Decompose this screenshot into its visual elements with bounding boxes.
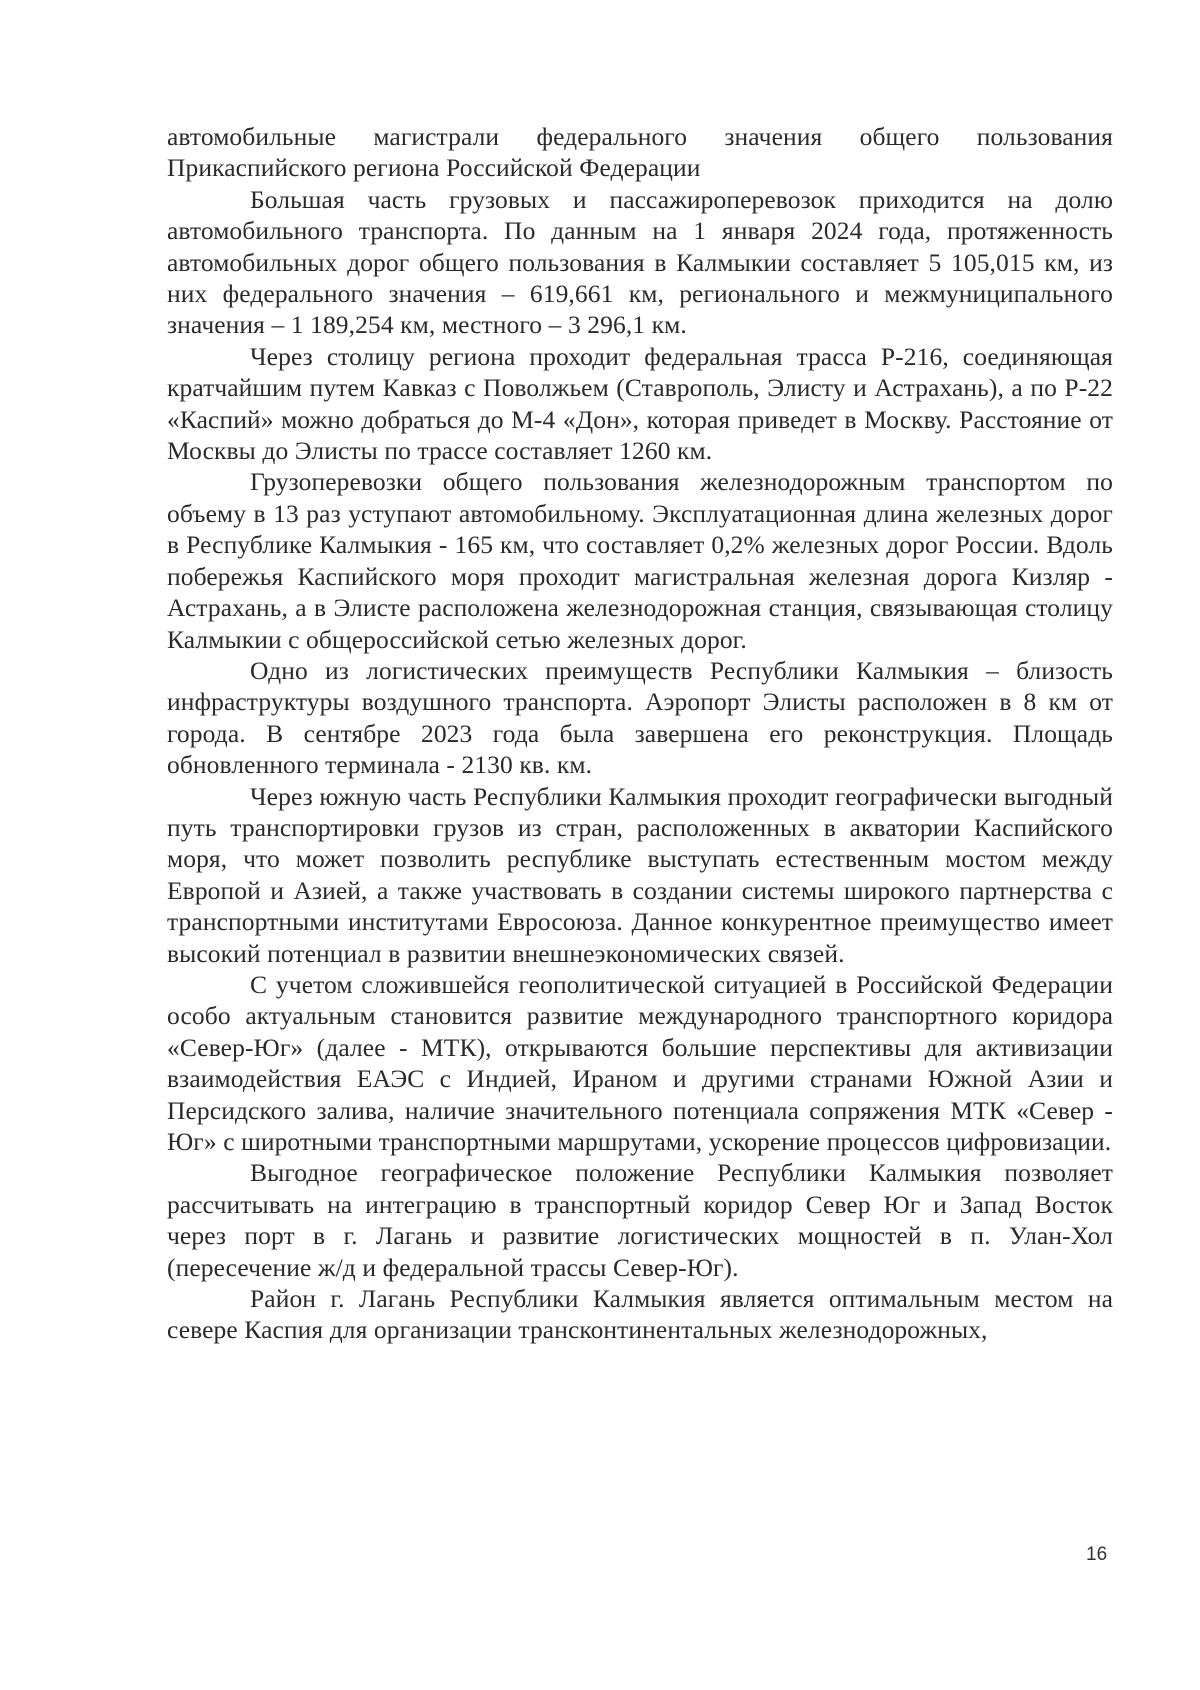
paragraph-transit-route: Через южную часть Республики Калмыкия проходит географически выгодный путь транспортировки грузов из стран, расположенных в акватории Каспийского моря, что может позволить республике выступать естественным мостом между Европой и Азией, а также участвовать в создании системы широкого партнерства с транспортными институтами Евросоюза. Данное конкурентное преимущество имеет высокий потенциал в развитии внешнеэкономических связей. <box>167 781 1113 968</box>
body-text <box>167 121 1113 1346</box>
paragraph-road-transport: Большая часть грузовых и пассажироперевозок приходится на долю автомобильного транспорта. По данным на 1 января 2024 года, протяженность автомобильных дорог общего пользования в Калмыкии составляет 5 105,015 км, из них федерального значения – 619,661 км, регионального и межмуниципального значения – 1 189,254 км, местного – 3 296,1 км. <box>167 184 1113 340</box>
paragraph-continuation: автомобильные магистрали федерального значения общего пользования Прикаспийского региона Российской Федерации <box>167 122 1113 183</box>
paragraph-geographic-position: Выгодное географическое положение Республики Калмыкия позволяет рассчитывать на интеграцию в транспортный коридор Север Юг и Запад Восток через порт в г. Лагань и развитие логистических мощностей в п. Улан-Хол (пересечение ж/д и федеральной трассы Север-Юг). <box>167 1158 1113 1282</box>
paragraph-federal-highway: Через столицу региона проходит федеральная трасса Р-216, соединяющая кратчайшим путем Кавказ с Поволжьем (Ставрополь, Элисту и Астрахань), а по Р-22 «Каспий» можно добраться до М-4 «Дон», которая приведет в Москву. Расстояние от Москвы до Элисты по трассе составляет 1260 км. <box>167 341 1113 466</box>
paragraph-railway: Грузоперевозки общего пользования железнодорожным транспортом по объему в 13 раз уступают автомобильному. Эксплуатационная длина железных дорог в Республике Калмыкия - 165 км, что составляет 0,2% железных дорог России. Вдоль побережья Каспийского моря проходит магистральная железная дорога Кизляр - Астрахань, а в Элисте расположена железнодорожная станция, связывающая столицу Калмыкии с общероссийской сетью железных дорог. <box>167 467 1113 654</box>
page-number: 16 <box>1086 1544 1108 1565</box>
paragraph-north-south-corridor: С учетом сложившейся геополитической ситуацией в Российской Федерации особо актуальным становится развитие международного транспортного коридора «Север-Юг» (далее - МТК), открываются большие перспективы для активизации взаимодействия ЕАЭС с Индией, Ираном и другими странами Южной Азии и Персидского залива, наличие значительного потенциала сопряжения МТК «Север - Юг» с широтными транспортными маршрутами, ускорение процессов цифровизации. <box>167 969 1113 1156</box>
paragraph-lagan-district: Район г. Лагань Республики Калмыкия является оптимальным местом на севере Каспия для организации трансконтинентальных железнодорожных, <box>167 1284 1113 1345</box>
paragraph-airport: Одно из логистических преимуществ Республики Калмыкия – близость инфраструктуры воздушного транспорта. Аэропорт Элисты расположен в 8 км от города. В сентябре 2023 года была завершена его реконструкция. Площадь обновленного терминала - 2130 кв. км. <box>167 655 1113 780</box>
